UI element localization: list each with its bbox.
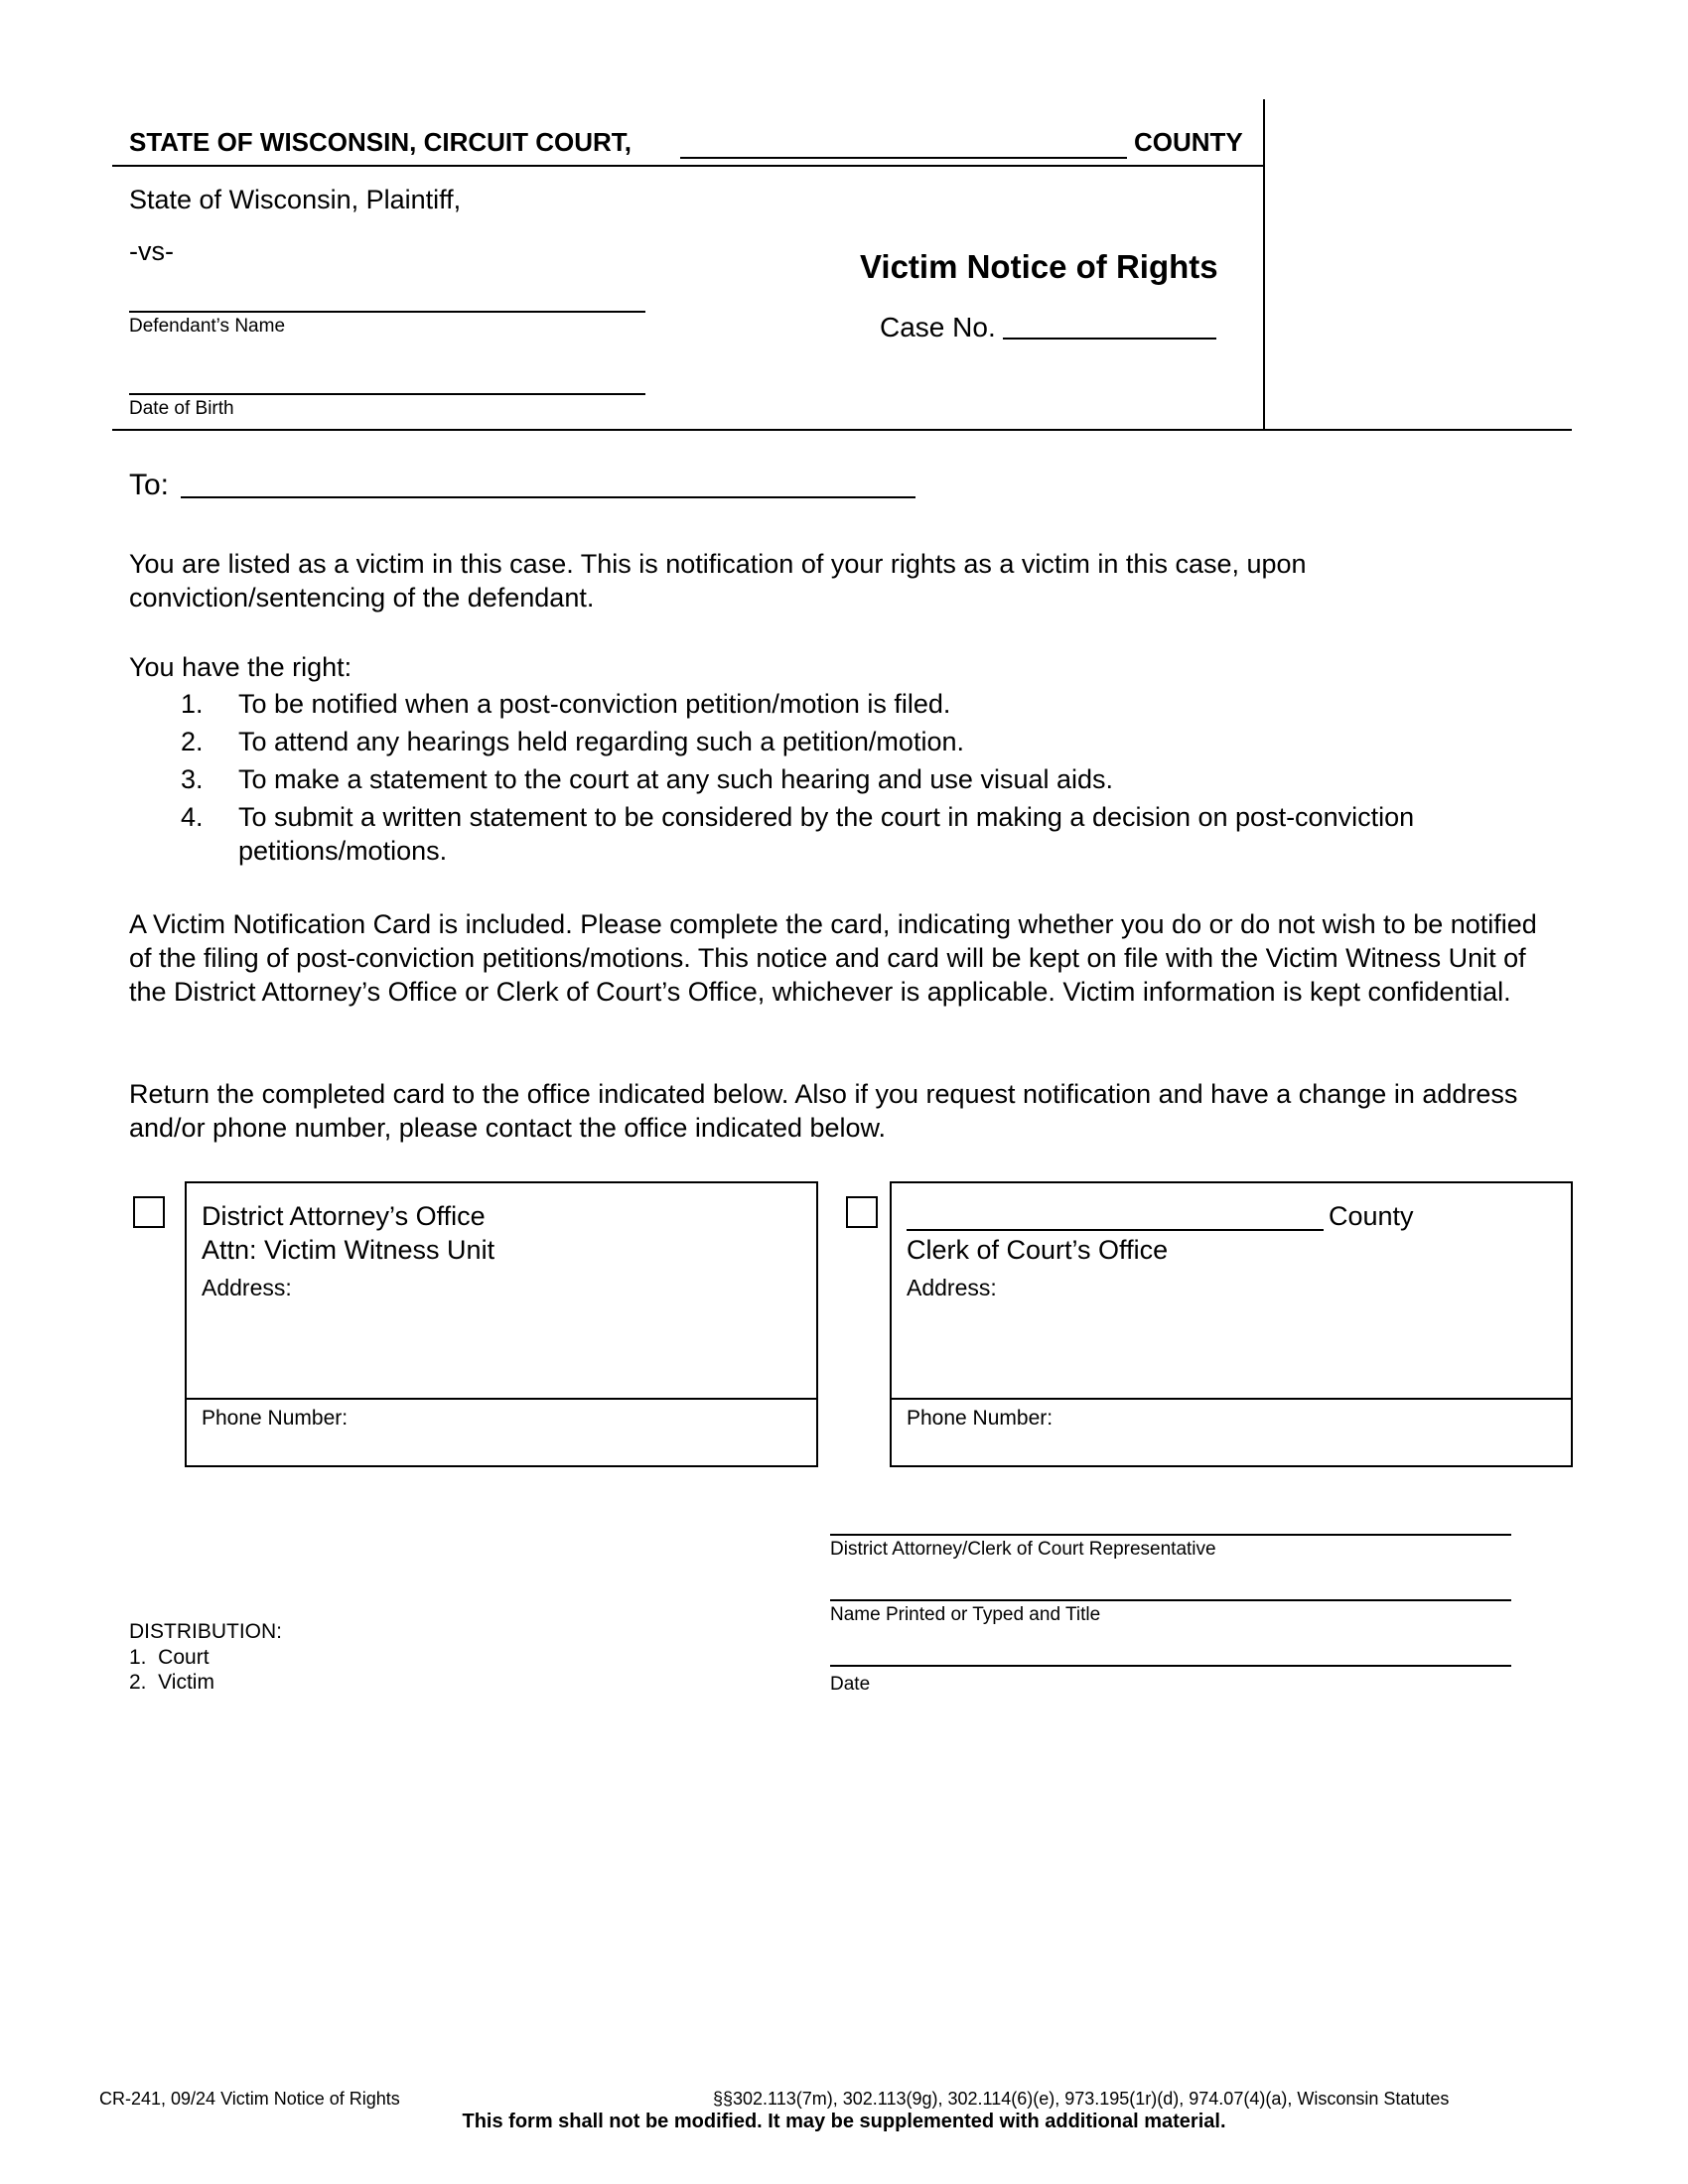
right-number: 2. (181, 727, 204, 756)
representative-label: District Attorney/Clerk of Court Representative (830, 1539, 1216, 1560)
return-paragraph: Return the completed card to the office indicated below. Also if you request notification and have a change in address and/or phone number, please contact the office indicated below. (129, 1079, 1518, 1143)
da-office-checkbox[interactable] (133, 1196, 165, 1228)
court-prefix: STATE OF WISCONSIN, CIRCUIT COURT, (129, 127, 633, 157)
right-text: To attend any hearings held regarding such a petition/motion. (238, 727, 964, 756)
clerk-address-label: Address: (907, 1275, 997, 1300)
versus-text: -vs- (129, 236, 174, 266)
right-text: To submit a written statement to be considered by the court in making a decision on post-conviction petitions/motions. (238, 802, 1415, 866)
date-label: Date (830, 1674, 871, 1695)
footer-statutes: §§302.113(7m), 302.113(9g), 302.114(6)(e), 973.195(1r)(d), 974.07(4)(a), Wisconsin Statutes (713, 2089, 1450, 2109)
footer-form-id: CR-241, 09/24 Victim Notice of Rights (99, 2089, 400, 2109)
da-office-box (185, 1181, 818, 1467)
to-field[interactable] (181, 496, 915, 498)
da-phone-label: Phone Number: (202, 1407, 349, 1430)
footer-notice: This form shall not be modified. It may be supplemented with additional material. (462, 2111, 1226, 2132)
caption-top-rule (112, 165, 1264, 167)
right-text: To make a statement to the court at any such hearing and use visual aids. (238, 764, 1114, 794)
name-title-line[interactable] (830, 1599, 1511, 1601)
da-office-name: District Attorney’s Office (202, 1201, 486, 1231)
da-office-attn: Attn: Victim Witness Unit (202, 1235, 495, 1265)
county-field[interactable] (680, 157, 1127, 159)
right-item (129, 762, 1559, 796)
clerk-county-field[interactable] (907, 1229, 1324, 1231)
form-title: Victim Notice of Rights (860, 248, 1218, 285)
right-item (129, 800, 1559, 868)
county-suffix: COUNTY (1134, 127, 1243, 157)
caption-right-rule (1263, 99, 1265, 429)
clerk-office-box (890, 1181, 1573, 1467)
clerk-office-name: Clerk of Court’s Office (907, 1235, 1169, 1265)
intro-paragraph: You are listed as a victim in this case. This is notification of your rights as a victim in this case, upon conviction/sentencing of the defendant. (129, 549, 1307, 613)
clerk-address-field[interactable] (907, 1304, 1552, 1394)
date-of-birth-label: Date of Birth (129, 398, 234, 419)
right-number: 3. (181, 764, 204, 794)
right-text: To be notified when a post-conviction petition/motion is filed. (238, 689, 951, 719)
to-label: To: (129, 469, 170, 501)
right-item (129, 725, 1559, 758)
distribution-heading: DISTRIBUTION: (129, 1620, 283, 1643)
defendant-name-field[interactable] (129, 311, 645, 313)
clerk-phone-divider (892, 1398, 1571, 1400)
clerk-phone-label: Phone Number: (907, 1407, 1054, 1430)
case-no-label: Case No. (880, 312, 996, 342)
defendant-name-label: Defendant’s Name (129, 316, 286, 337)
rights-heading: You have the right: (129, 652, 352, 682)
name-title-label: Name Printed or Typed and Title (830, 1604, 1101, 1625)
right-number: 1. (181, 689, 204, 719)
da-address-label: Address: (202, 1275, 292, 1300)
date-of-birth-field[interactable] (129, 393, 645, 395)
right-number: 4. (181, 802, 204, 832)
rights-list (129, 687, 1559, 868)
clerk-office-checkbox[interactable] (846, 1196, 878, 1228)
caption-bottom-rule (112, 429, 1572, 431)
case-no-field[interactable] (1003, 338, 1216, 340)
clerk-county-label: County (1329, 1201, 1414, 1231)
distribution-item: 1. Court (129, 1646, 210, 1669)
plaintiff-text: State of Wisconsin, Plaintiff, (129, 185, 462, 214)
court-header (129, 127, 1251, 161)
card-paragraph: A Victim Notification Card is included. Please complete the card, indicating whether you do or do not wish to be notified of the filing of post-conviction petitions/motions. This notice and card will be kept on file with the Victim Witness Unit of the District Attorney’s Office or Clerk of Court’s Office, whichever is applicable. Victim information is kept confidential. (129, 909, 1537, 1007)
date-line[interactable] (830, 1665, 1511, 1667)
right-item (129, 687, 1559, 721)
da-address-field[interactable] (202, 1304, 797, 1394)
representative-signature-line[interactable] (830, 1534, 1511, 1536)
da-phone-divider (187, 1398, 816, 1400)
distribution-item: 2. Victim (129, 1671, 214, 1694)
